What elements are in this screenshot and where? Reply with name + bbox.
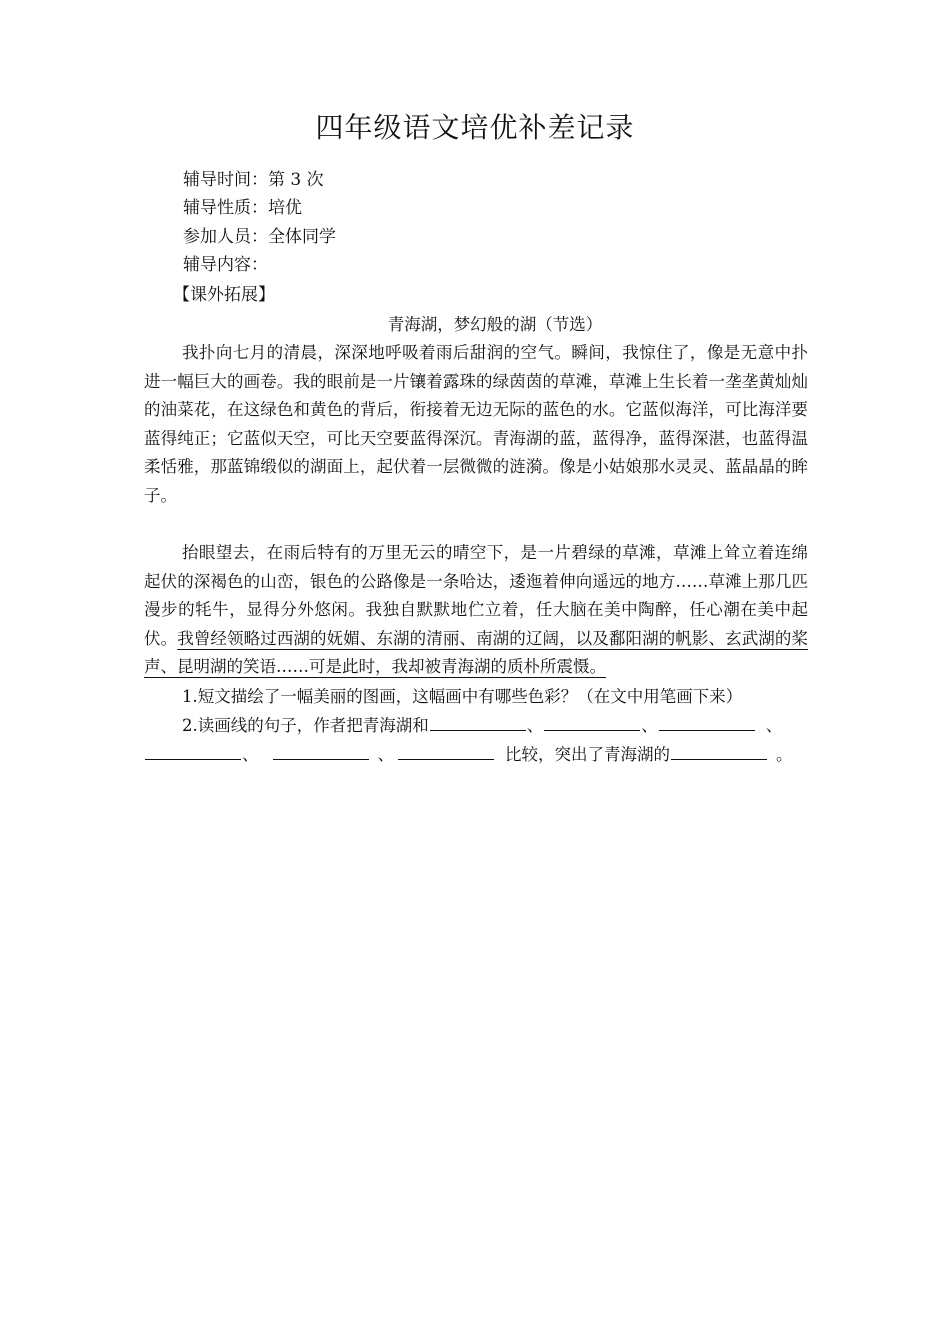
question-2-middle: 比较，突出了青海湖的 [505,745,670,764]
answer-blank-7[interactable] [671,741,767,760]
question-2-line-2 [144,741,793,769]
answer-blank-3[interactable] [659,712,755,731]
answer-blank-2[interactable] [544,712,640,731]
passage-title: 青海湖，梦幻般的湖（节选） [387,315,603,334]
meta-participants: 参加人员：全体同学 [183,227,336,247]
separator: 、 [765,716,783,735]
underlined-sentence: 我曾经领略过西湖的妩媚、东湖的清丽、南湖的辽阔，以及鄱阳湖的帆影、玄武湖的桨声、昆明湖的笑语……可是此时，我却被青海湖的质朴所震慑。 [144,628,809,677]
meta-time: 辅导时间：第 3 次 [183,170,324,190]
meta-content: 辅导内容： [183,255,268,275]
separator: 、 [526,716,544,735]
answer-blank-6[interactable] [398,741,494,760]
answer-blank-4[interactable] [145,741,241,760]
question-2-end: 。 [776,745,793,764]
answer-blank-5[interactable] [273,741,369,760]
separator: 、 [377,745,394,764]
paragraph-2 [144,539,808,682]
paragraph-1: 我扑向七月的清晨，深深地呼吸着雨后甜润的空气。瞬间，我惊住了，像是无意中扑进一幅巨大的画卷。我的眼前是一片镶着露珠的绿茵茵的草滩，草滩上生长着一垄垄黄灿灿的油菜花，在这绿色和黄色的背后，衔接着无边无际的蓝色的水。它蓝似海洋，可比海洋要蓝得纯正；它蓝似天空，可比天空要蓝得深沉。青海湖的蓝，蓝得净，蓝得深湛，也蓝得温柔恬雅，那蓝锦缎似的湖面上，起伏着一层微微的涟漪。像是小姑娘那水灵灵、蓝晶晶的眸子。 [144,343,808,505]
document-title: 四年级语文培优补差记录 [315,111,635,144]
question-2-line-1 [182,712,782,740]
meta-nature: 辅导性质：培优 [183,198,302,218]
paragraph-2-text: 抬眼望去，在雨后特有的万里无云的晴空下，是一片碧绿的草滩，草滩上耸立着连绵起伏的深褐色的山峦，银色的公路像是一条哈达，逶迤着伸向遥远的地方……草滩上那几匹漫步的牦牛，显得分外悠闲。我独自默默地伫立着，任大脑在美中陶醉，任心潮在美中起伏。 [144,543,808,648]
answer-blank-1[interactable] [430,712,526,731]
separator: 、 [242,745,259,764]
separator: 、 [641,716,658,735]
question-2-prefix: 2.读画线的句子，作者把青海湖和 [182,716,429,735]
section-label: 【课外拓展】 [173,285,275,305]
question-1: 1.短文描绘了一幅美丽的图画，这幅画中有哪些色彩？（在文中用笔画下来） [182,687,743,706]
